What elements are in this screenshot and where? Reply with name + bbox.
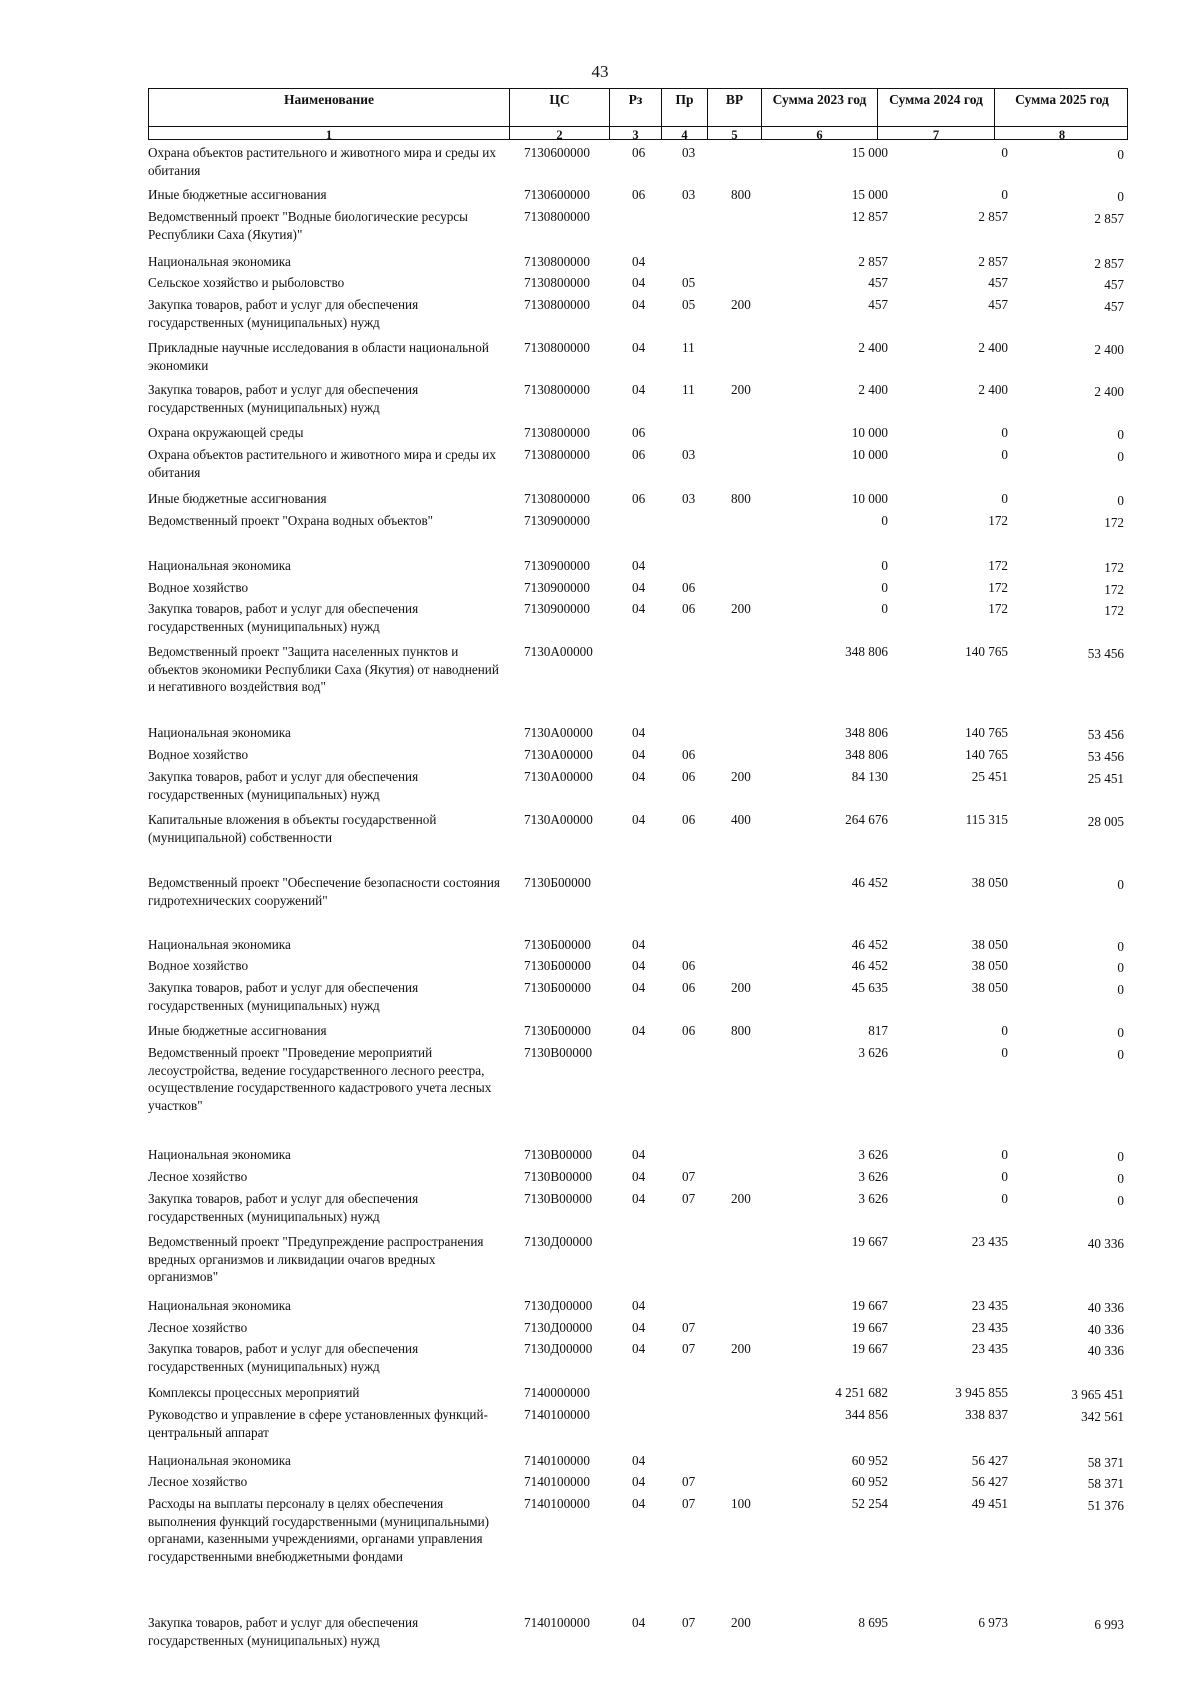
row-sum-2024: 0: [1001, 1147, 1008, 1162]
row-sum-2025: 0: [1117, 877, 1124, 892]
row-sum-2025: 53 456: [1087, 727, 1124, 742]
row-sum-2025: 2 400: [1094, 342, 1124, 357]
header-number: 3: [632, 128, 639, 142]
row-cs-code: 7130А00000: [524, 769, 593, 784]
row-sum-2025: 3 965 451: [1071, 1387, 1124, 1402]
header-title: Сумма 2024 год: [889, 92, 983, 107]
row-sum-2023: 348 806: [845, 747, 888, 762]
row-name: Национальная экономика: [148, 254, 291, 269]
row-sum-2025: 0: [1117, 939, 1124, 954]
row-sum-2023: 0: [881, 580, 888, 595]
row-cs-code: 7130А00000: [524, 725, 593, 740]
row-rz: 06: [632, 145, 646, 160]
row-sum-2024: 23 435: [971, 1341, 1008, 1356]
row-sum-2025: 28 005: [1087, 814, 1124, 829]
row-sum-2025: 0: [1117, 1025, 1124, 1040]
row-cs-code: 7130800000: [524, 275, 590, 290]
row-sum-2024: 457: [988, 275, 1008, 290]
row-name: Закупка товаров, работ и услуг для обеспечения государственных (муниципальных) нужд: [148, 382, 419, 415]
row-pr: 05: [682, 275, 696, 290]
row-sum-2024: 0: [1001, 1045, 1008, 1060]
header-number: 1: [325, 128, 333, 142]
row-sum-2024: 23 435: [971, 1234, 1008, 1249]
row-vr: 400: [731, 812, 751, 827]
header-title: ЦС: [549, 92, 570, 107]
row-pr: 05: [682, 297, 696, 312]
row-sum-2023: 3 626: [858, 1045, 888, 1060]
row-name: Лесное хозяйство: [148, 1474, 248, 1489]
row-name: Ведомственный проект "Охрана водных объектов": [148, 513, 434, 528]
row-vr: 800: [731, 491, 751, 506]
row-vr: 200: [731, 1341, 751, 1356]
row-sum-2023: 12 857: [851, 209, 888, 224]
row-name: Национальная экономика: [148, 937, 291, 952]
row-rz: 04: [632, 1474, 646, 1489]
row-cs-code: 7130900000: [524, 580, 590, 595]
row-sum-2024: 56 427: [971, 1453, 1008, 1468]
row-sum-2023: 2 400: [858, 340, 888, 355]
row-sum-2024: 2 400: [978, 340, 1008, 355]
row-pr: 07: [682, 1615, 696, 1630]
row-cs-code: 7130А00000: [524, 747, 593, 762]
row-sum-2025: 53 456: [1087, 749, 1124, 764]
row-sum-2024: 2 857: [978, 254, 1008, 269]
header-column-1: [149, 89, 509, 142]
row-name: Ведомственный проект "Обеспечение безопасности состояния гидротехнических сооружений": [148, 875, 500, 908]
row-cs-code: 7130Б00000: [524, 875, 591, 890]
row-sum-2024: 49 451: [971, 1496, 1008, 1511]
row-pr: 07: [682, 1169, 696, 1184]
row-sum-2023: 60 952: [851, 1453, 888, 1468]
header-column-3: [609, 89, 661, 142]
row-sum-2024: 25 451: [971, 769, 1008, 784]
row-sum-2025: 58 371: [1087, 1455, 1124, 1470]
row-rz: 04: [632, 747, 646, 762]
row-sum-2023: 46 452: [851, 958, 888, 973]
row-sum-2024: 56 427: [971, 1474, 1008, 1489]
header-title: ВР: [725, 92, 744, 107]
header-title: Сумма 2023 год: [772, 92, 867, 107]
row-cs-code: 7130800000: [524, 340, 590, 355]
row-sum-2024: 338 837: [965, 1407, 1008, 1422]
header-number: 8: [1058, 128, 1066, 142]
row-pr: 03: [682, 145, 696, 160]
row-rz: 06: [632, 187, 646, 202]
row-sum-2025: 0: [1117, 427, 1124, 442]
row-name: Лесное хозяйство: [148, 1169, 248, 1184]
header-column-4: [661, 89, 707, 142]
row-sum-2024: 2 857: [978, 209, 1008, 224]
row-rz: 04: [632, 1615, 646, 1630]
row-vr: 200: [731, 769, 751, 784]
row-sum-2023: 3 626: [858, 1147, 888, 1162]
row-name: Сельское хозяйство и рыболовство: [148, 275, 345, 290]
row-cs-code: 7140100000: [524, 1615, 590, 1630]
header-title: Наименование: [284, 92, 374, 107]
row-cs-code: 7130В00000: [524, 1045, 593, 1060]
row-pr: 06: [682, 747, 696, 762]
row-rz: 04: [632, 725, 646, 740]
row-cs-code: 7130В00000: [524, 1169, 593, 1184]
row-cs-code: 7130900000: [524, 558, 590, 573]
row-sum-2024: 457: [988, 297, 1008, 312]
row-cs-code: 7130900000: [524, 513, 590, 528]
row-rz: 04: [632, 601, 646, 616]
header-number: 4: [681, 128, 688, 142]
header-number: 2: [556, 128, 563, 142]
row-sum-2023: 19 667: [851, 1298, 888, 1313]
row-cs-code: 7130Д00000: [524, 1341, 593, 1356]
row-sum-2023: 19 667: [851, 1234, 888, 1249]
table-header: [148, 88, 1128, 140]
row-sum-2025: 0: [1117, 1149, 1124, 1164]
row-cs-code: 7140100000: [524, 1453, 590, 1468]
row-sum-2023: 817: [868, 1023, 888, 1038]
row-cs-code: 7130Б00000: [524, 1023, 591, 1038]
row-sum-2023: 46 452: [851, 875, 888, 890]
row-rz: 04: [632, 275, 646, 290]
row-sum-2023: 3 626: [858, 1191, 888, 1206]
row-vr: 200: [731, 297, 751, 312]
row-vr: 100: [731, 1496, 751, 1511]
row-cs-code: 7140100000: [524, 1496, 590, 1511]
row-sum-2023: 45 635: [851, 980, 888, 995]
row-rz: 04: [632, 340, 646, 355]
header-number: 5: [731, 128, 738, 142]
row-sum-2023: 2 857: [858, 254, 888, 269]
row-sum-2023: 8 695: [858, 1615, 888, 1630]
row-sum-2023: 15 000: [851, 187, 888, 202]
row-sum-2024: 0: [1001, 1023, 1008, 1038]
row-sum-2025: 0: [1117, 1171, 1124, 1186]
row-cs-code: 7130900000: [524, 601, 590, 616]
row-sum-2024: 0: [1001, 187, 1008, 202]
row-sum-2024: 115 315: [965, 812, 1008, 827]
row-pr: 03: [682, 491, 696, 506]
row-sum-2023: 10 000: [851, 491, 888, 506]
header-title: Сумма 2025 год: [1015, 92, 1109, 107]
row-pr: 07: [682, 1341, 696, 1356]
row-name: Закупка товаров, работ и услуг для обеспечения государственных (муниципальных) нужд: [148, 980, 419, 1013]
row-sum-2025: 40 336: [1087, 1300, 1124, 1315]
row-name: Лесное хозяйство: [148, 1320, 248, 1335]
row-rz: 04: [632, 1298, 646, 1313]
row-name: Прикладные научные исследования в области национальной экономики: [148, 340, 489, 373]
row-rz: 04: [632, 297, 646, 312]
row-sum-2023: 0: [881, 558, 888, 573]
row-rz: 04: [632, 558, 646, 573]
row-rz: 04: [632, 958, 646, 973]
row-sum-2025: 2 857: [1094, 211, 1124, 226]
row-name: Руководство и управление в сфере установленных функций-центральный аппарат: [148, 1407, 488, 1440]
row-sum-2024: 38 050: [971, 937, 1008, 952]
row-pr: 06: [682, 601, 696, 616]
row-sum-2025: 58 371: [1087, 1476, 1124, 1491]
row-sum-2024: 172: [988, 601, 1008, 616]
row-sum-2025: 2 400: [1094, 384, 1124, 399]
row-name: Капитальные вложения в объекты государственной (муниципальной) собственности: [148, 812, 437, 845]
row-rz: 04: [632, 1147, 646, 1162]
row-cs-code: 7130Д00000: [524, 1298, 593, 1313]
row-name: Ведомственный проект "Защита населенных пунктов и объектов экономики Республики Саха (Якутия) от наводнений и негативного воздействия вод": [148, 644, 499, 694]
row-sum-2023: 3 626: [858, 1169, 888, 1184]
row-rz: 04: [632, 812, 646, 827]
row-rz: 06: [632, 491, 646, 506]
row-pr: 07: [682, 1496, 696, 1511]
row-rz: 04: [632, 1496, 646, 1511]
row-sum-2024: 0: [1001, 491, 1008, 506]
row-cs-code: 7130А00000: [524, 812, 593, 827]
row-name: Комплексы процессных мероприятий: [148, 1385, 360, 1400]
row-rz: 04: [632, 1341, 646, 1356]
row-sum-2025: 40 336: [1087, 1343, 1124, 1358]
row-name: Ведомственный проект "Проведение мероприятий лесоустройства, ведение государственного лесного реестра, осуществление государственного кадастрового учета лесных участков": [148, 1045, 492, 1113]
row-cs-code: 7130800000: [524, 297, 590, 312]
row-sum-2025: 0: [1117, 1193, 1124, 1208]
row-sum-2025: 6 993: [1094, 1617, 1124, 1632]
row-pr: 06: [682, 1023, 696, 1038]
row-name: Закупка товаров, работ и услуг для обеспечения государственных (муниципальных) нужд: [148, 297, 419, 330]
row-sum-2024: 3 945 855: [955, 1385, 1008, 1400]
row-sum-2024: 0: [1001, 1169, 1008, 1184]
page-number: 43: [591, 62, 609, 81]
row-sum-2023: 19 667: [851, 1320, 888, 1335]
row-cs-code: 7140000000: [524, 1385, 590, 1400]
row-rz: 04: [632, 1453, 646, 1468]
row-cs-code: 7130В00000: [524, 1191, 593, 1206]
row-name: Охрана объектов растительного и животного мира и среды их обитания: [148, 145, 496, 178]
row-cs-code: 7130Б00000: [524, 937, 591, 952]
row-vr: 200: [731, 980, 751, 995]
row-pr: 11: [682, 340, 695, 355]
row-sum-2025: 51 376: [1087, 1498, 1124, 1513]
row-sum-2023: 84 130: [851, 769, 888, 784]
row-sum-2025: 172: [1104, 560, 1124, 575]
row-name: Водное хозяйство: [148, 580, 249, 595]
row-sum-2023: 344 856: [845, 1407, 888, 1422]
row-sum-2023: 52 254: [851, 1496, 888, 1511]
header-number: 6: [816, 128, 823, 142]
row-sum-2024: 140 765: [965, 747, 1008, 762]
row-sum-2023: 19 667: [851, 1341, 888, 1356]
row-sum-2025: 0: [1117, 982, 1124, 997]
row-vr: 200: [731, 382, 751, 397]
row-pr: 07: [682, 1320, 696, 1335]
row-sum-2023: 10 000: [851, 425, 888, 440]
row-sum-2023: 0: [881, 513, 888, 528]
row-name: Закупка товаров, работ и услуг для обеспечения государственных (муниципальных) нужд: [148, 1191, 419, 1224]
row-sum-2023: 15 000: [851, 145, 888, 160]
row-rz: 04: [632, 1023, 646, 1038]
row-name: Национальная экономика: [148, 1147, 291, 1162]
row-sum-2023: 457: [868, 297, 888, 312]
row-sum-2025: 0: [1117, 1047, 1124, 1062]
row-rz: 04: [632, 980, 646, 995]
row-sum-2023: 2 400: [858, 382, 888, 397]
row-cs-code: 7130Д00000: [524, 1320, 593, 1335]
row-sum-2023: 60 952: [851, 1474, 888, 1489]
row-pr: 06: [682, 769, 696, 784]
row-rz: 04: [632, 1320, 646, 1335]
row-sum-2024: 6 973: [978, 1615, 1008, 1630]
row-name: Ведомственный проект "Предупреждение распространения вредных организмов и ликвидации очагов вредных организмов": [148, 1234, 484, 1284]
row-rz: 04: [632, 1191, 646, 1206]
row-sum-2023: 4 251 682: [835, 1385, 888, 1400]
row-pr: 03: [682, 447, 696, 462]
row-rz: 04: [632, 937, 646, 952]
row-rz: 06: [632, 425, 646, 440]
row-cs-code: 7140100000: [524, 1407, 590, 1422]
row-pr: 07: [682, 1474, 696, 1489]
row-sum-2024: 140 765: [965, 644, 1008, 659]
row-sum-2024: 38 050: [971, 875, 1008, 890]
row-pr: 06: [682, 958, 696, 973]
row-sum-2024: 0: [1001, 425, 1008, 440]
row-rz: 06: [632, 447, 646, 462]
row-cs-code: 7130А00000: [524, 644, 593, 659]
row-cs-code: 7130800000: [524, 491, 590, 506]
row-name: Иные бюджетные ассигнования: [148, 187, 327, 202]
row-pr: 06: [682, 980, 696, 995]
header-column-7: [877, 89, 994, 142]
row-name: Ведомственный проект "Водные биологические ресурсы Республики Саха (Якутия)": [148, 209, 469, 242]
row-sum-2023: 348 806: [845, 725, 888, 740]
row-sum-2024: 2 400: [978, 382, 1008, 397]
row-sum-2023: 264 676: [845, 812, 888, 827]
row-pr: 11: [682, 382, 695, 397]
row-sum-2025: 457: [1104, 299, 1124, 314]
row-name: Национальная экономика: [148, 1298, 291, 1313]
row-sum-2024: 38 050: [971, 980, 1008, 995]
header-column-5: [707, 89, 761, 142]
row-sum-2024: 0: [1001, 447, 1008, 462]
row-cs-code: 7130800000: [524, 425, 590, 440]
row-cs-code: 7130800000: [524, 254, 590, 269]
row-sum-2023: 46 452: [851, 937, 888, 952]
row-name: Закупка товаров, работ и услуг для обеспечения государственных (муниципальных) нужд: [148, 1341, 419, 1374]
header-column-8: [994, 89, 1129, 142]
row-sum-2025: 40 336: [1087, 1236, 1124, 1251]
row-sum-2024: 23 435: [971, 1320, 1008, 1335]
row-sum-2025: 457: [1104, 277, 1124, 292]
row-pr: 03: [682, 187, 696, 202]
row-cs-code: 7130В00000: [524, 1147, 593, 1162]
row-cs-code: 7140100000: [524, 1474, 590, 1489]
row-name: Национальная экономика: [148, 558, 291, 573]
row-name: Иные бюджетные ассигнования: [148, 491, 327, 506]
row-cs-code: 7130Д00000: [524, 1234, 593, 1249]
row-cs-code: 7130600000: [524, 145, 590, 160]
row-name: Закупка товаров, работ и услуг для обеспечения государственных (муниципальных) нужд: [148, 1615, 419, 1648]
row-vr: 200: [731, 1191, 751, 1206]
row-name: Охрана объектов растительного и животного мира и среды их обитания: [148, 447, 496, 480]
row-sum-2025: 2 857: [1094, 256, 1124, 271]
row-sum-2024: 0: [1001, 145, 1008, 160]
row-sum-2025: 0: [1117, 493, 1124, 508]
row-sum-2024: 23 435: [971, 1298, 1008, 1313]
row-cs-code: 7130Б00000: [524, 980, 591, 995]
row-vr: 200: [731, 601, 751, 616]
row-sum-2023: 10 000: [851, 447, 888, 462]
row-rz: 04: [632, 1169, 646, 1184]
row-name: Закупка товаров, работ и услуг для обеспечения государственных (муниципальных) нужд: [148, 769, 419, 802]
row-sum-2024: 38 050: [971, 958, 1008, 973]
row-cs-code: 7130800000: [524, 447, 590, 462]
row-name: Расходы на выплаты персоналу в целях обеспечения выполнения функций государственными (муниципальными) органами, казенными учреждениями, органами управления государственными внебюджетными фондами: [148, 1496, 490, 1564]
header-title: Пр: [675, 92, 694, 107]
row-sum-2023: 348 806: [845, 644, 888, 659]
row-vr: 200: [731, 1615, 751, 1630]
row-rz: 04: [632, 769, 646, 784]
row-rz: 04: [632, 580, 646, 595]
row-name: Национальная экономика: [148, 725, 291, 740]
header-separator: [148, 126, 1128, 127]
header-column-6: [761, 89, 877, 142]
row-sum-2023: 0: [881, 601, 888, 616]
row-sum-2025: 342 561: [1081, 1409, 1124, 1424]
row-sum-2024: 172: [988, 513, 1008, 528]
row-sum-2023: 457: [868, 275, 888, 290]
row-sum-2025: 0: [1117, 960, 1124, 975]
row-sum-2025: 172: [1104, 515, 1124, 530]
row-name: Водное хозяйство: [148, 958, 249, 973]
header-title: Рз: [628, 92, 643, 107]
row-cs-code: 7130600000: [524, 187, 590, 202]
header-number: 7: [932, 128, 940, 142]
row-sum-2025: 0: [1117, 449, 1124, 464]
row-sum-2024: 172: [988, 558, 1008, 573]
row-cs-code: 7130Б00000: [524, 958, 591, 973]
row-rz: 04: [632, 382, 646, 397]
row-sum-2025: 0: [1117, 147, 1124, 162]
row-name: Охрана окружающей среды: [148, 425, 304, 440]
row-cs-code: 7130800000: [524, 382, 590, 397]
row-sum-2025: 0: [1117, 189, 1124, 204]
row-sum-2024: 140 765: [965, 725, 1008, 740]
row-pr: 07: [682, 1191, 696, 1206]
row-vr: 800: [731, 1023, 751, 1038]
row-sum-2025: 172: [1104, 582, 1124, 597]
row-sum-2024: 0: [1001, 1191, 1008, 1206]
row-sum-2025: 53 456: [1087, 646, 1124, 661]
row-name: Иные бюджетные ассигнования: [148, 1023, 327, 1038]
row-vr: 800: [731, 187, 751, 202]
row-sum-2025: 40 336: [1087, 1322, 1124, 1337]
row-cs-code: 7130800000: [524, 209, 590, 224]
row-sum-2025: 25 451: [1087, 771, 1124, 786]
row-name: Закупка товаров, работ и услуг для обеспечения государственных (муниципальных) нужд: [148, 601, 419, 634]
row-pr: 06: [682, 580, 696, 595]
row-pr: 06: [682, 812, 696, 827]
row-rz: 04: [632, 254, 646, 269]
row-sum-2024: 172: [988, 580, 1008, 595]
header-column-2: [509, 89, 609, 142]
row-name: Национальная экономика: [148, 1453, 291, 1468]
row-name: Водное хозяйство: [148, 747, 249, 762]
row-sum-2025: 172: [1104, 603, 1124, 618]
